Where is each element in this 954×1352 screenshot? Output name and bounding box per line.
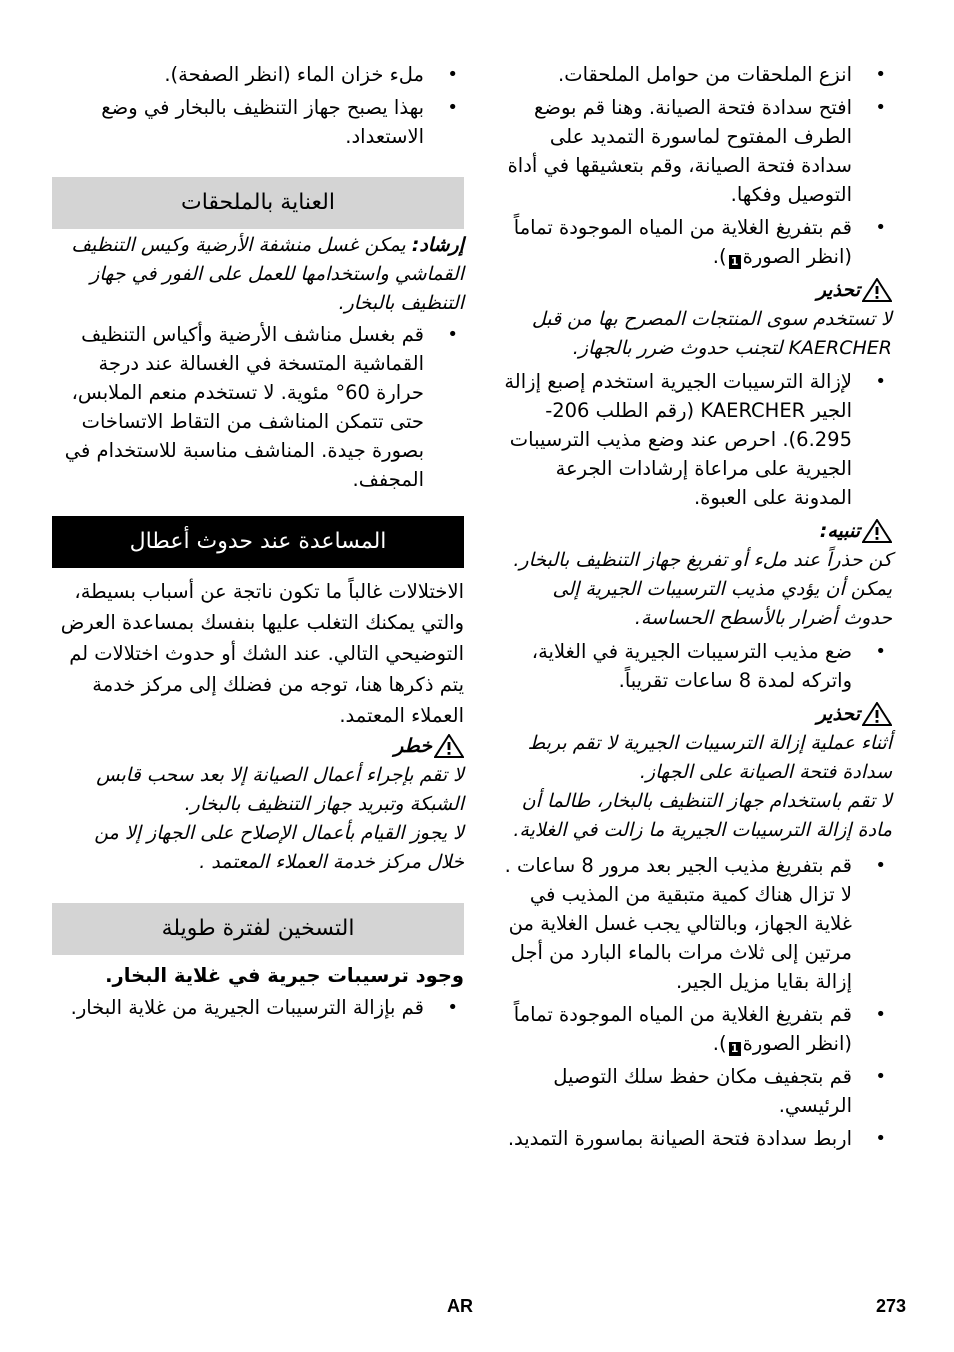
list-item-text: قم بتفريغ الغلاية من المياه الموجودة تماماً (انظر الصورة (513, 1003, 852, 1055)
caution-block (500, 516, 892, 633)
instruction-list (52, 320, 464, 494)
warning-title: تحذير (816, 703, 860, 725)
warning-triangle-icon (434, 734, 464, 758)
instruction-list (500, 851, 892, 1153)
list-item: • بهذا يصبح جهاز التنظيف بالبخار في وضع الاستعداد. (52, 93, 464, 151)
list-item: • انزع الملحقات من حوامل الملحقات. (500, 60, 892, 89)
warning-text: لا تقم باستخدام جهاز التنظيف بالبخار، طالما أن مادة إزالة الترسيبات الجيرية ما زالت في الغلاية. (513, 790, 892, 841)
list-item-text: ). (712, 245, 727, 268)
section-title-accessories-care: العناية بالملحقات (52, 177, 464, 229)
language-code: AR (447, 1296, 473, 1316)
left-column (52, 60, 464, 1026)
hint-text: يمكن غسل منشفة الأرضية وكيس التنظيف القماشي واستخدامها للعمل على الفور في جهاز التنظيف بالبخار. (71, 234, 464, 314)
warning-block (500, 699, 892, 845)
warning-triangle-icon (862, 278, 892, 302)
troubleshooting-intro: الاختلالات غالباً ما تكون ناتجة عن أسباب بسيطة، والتي يمكنك التغلب عليها بنفسك بمساعدة العرض التوضيحي التالي. عند الشك أو حدوث اختلالات لم يتم ذكرها هنا، توجه من فضلك إلى مركز خدمة العملاء المعتمد. (60, 580, 464, 727)
page-number: 273 (876, 1296, 907, 1316)
list-item: • افتح سدادة فتحة الصيانة. وهنا قم بوضع الطرف المفتوح لماسورة التمديد على سدادة فتحة الصيانة، وقم بتعشيقها في أداة التوصيل وفكها. (500, 93, 892, 209)
list-item: • قم بتفريغ مذيب الجير بعد مرور 8 ساعات . لا تزال هناك كمية متبقية من المذيب في غلاية الجهاز، وبالتالي يجب غسل الغلاية من مرتين إلى ثلاث مرات بالماء البارد من أجل إزالة بقايا مزيل الجير. (500, 851, 892, 996)
section-title-long-heating: التسخين لفترة طويلة (52, 903, 464, 955)
figure-reference-icon: 1 (729, 255, 741, 269)
warning-text: أثناء عملية إزالة الترسيبات الجيرية لا تقم بربط سدادة فتحة الصيانة على الجهاز. (527, 732, 892, 783)
right-column (500, 60, 892, 1157)
caution-text: كن حذراً عند ملء أو تفريغ جهاز التنظيف بالبخار. يمكن أن يؤدي مذيب الترسيبات الجيرية إلى حدوث أضرار بالأسطح الحساسة. (513, 549, 892, 629)
hint-note (52, 231, 464, 318)
list-item: • قم بغسل مناشف الأرضية وأكياس التنظيف القماشية المتسخة في الغسالة عند درجة حرارة 60° مئوية. لا تستخدم منعم الملابس، حتى تتمكن المناشف من التقاط الاتساخات بصورة جيدة. المناشف مناسبة للاستخدام في المجفف. (52, 320, 464, 494)
figure-reference-icon: 1 (729, 1042, 741, 1056)
list-item: • لإزالة الترسيبات الجيرية استخدم إصبع إزالة الجير KAERCHER (رقم الطلب 206-6.295). احرص عند وضع مذيب الترسيبات الجيرية على مراعاة إرشادات الجرعة المدونة على العبوة. (500, 367, 892, 512)
caution-title: تنبيه: (819, 520, 860, 542)
instruction-list (52, 60, 464, 151)
warning-block (500, 275, 892, 363)
list-item: • قم بتجفيف مكان حفظ سلك التوصيل الرئيسي. (500, 1062, 892, 1120)
list-item: • ضع مذيب الترسيبات الجيرية في الغلاية، واتركه لمدة 8 ساعات تقريباً. (500, 637, 892, 695)
warning-text: لا تستخدم سوى المنتجات المصرح بها من قبل KAERCHER لتجنب حدوث ضرر بالجهاز. (531, 308, 892, 359)
list-item (500, 1000, 892, 1058)
section-title-troubleshooting: المساعدة عند حدوث أعطال (52, 516, 464, 568)
warning-triangle-icon (862, 702, 892, 726)
list-item: • ملء خزان الماء (انظر الصفحة). (52, 60, 464, 89)
list-item: • قم بإزالة الترسيبات الجيرية من غلاية البخار. (52, 993, 464, 1022)
danger-block (52, 731, 464, 877)
instruction-list (500, 637, 892, 695)
instruction-list (500, 367, 892, 512)
warning-title: تحذير (816, 279, 860, 301)
instruction-list (500, 60, 892, 271)
list-item (500, 213, 892, 271)
danger-text: لا يجوز القيام بأعمال الإصلاح على الجهاز إلا من خلال مركز خدمة العملاء المعتمد . (94, 822, 464, 873)
list-item-text: قم بتفريغ الغلاية من المياه الموجودة تماماً (انظر الصورة (513, 216, 852, 268)
danger-title: خطر (394, 735, 432, 757)
instruction-list (52, 993, 464, 1022)
warning-triangle-icon (862, 519, 892, 543)
fault-cause: وجود ترسيبات جيرية في غلاية البخار. (105, 964, 464, 987)
danger-text: لا تقم بإجراء أعمال الصيانة إلا بعد سحب قابس الشبكة وتبريد جهاز التنظيف بالبخار. (96, 764, 464, 815)
list-item: • اربط سدادة فتحة الصيانة بماسورة التمديد. (500, 1124, 892, 1153)
list-item-text: ). (712, 1032, 727, 1055)
hint-label: إرشاد: (411, 234, 464, 256)
